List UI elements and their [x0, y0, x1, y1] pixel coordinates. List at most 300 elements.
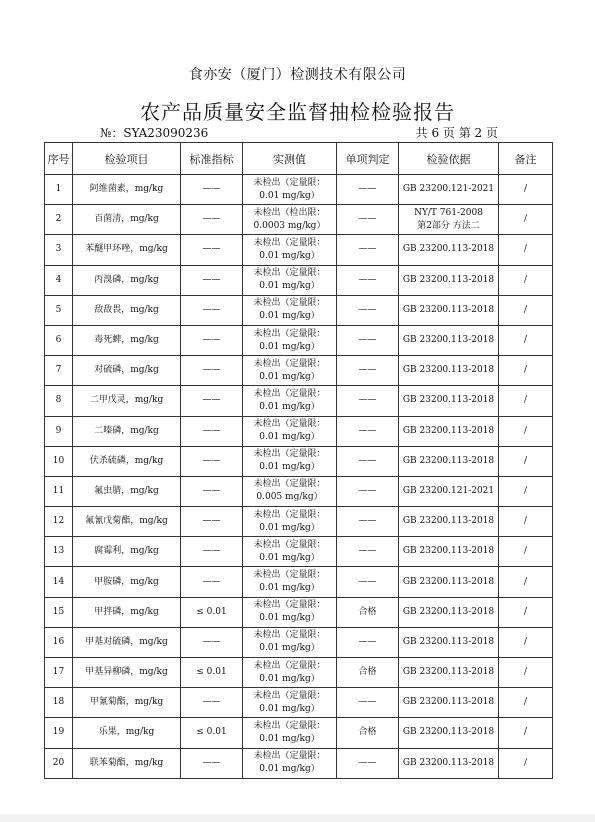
table-row: [45, 265, 553, 295]
remark: [499, 718, 553, 748]
standard-value-text: ≤ 0.01: [196, 606, 227, 617]
standard-value: [181, 567, 243, 597]
standard-value: [181, 416, 243, 446]
inspection-item: [73, 537, 181, 567]
table-header-row: [45, 143, 553, 175]
inspection-item: [73, 748, 181, 778]
test-basis: [399, 476, 499, 506]
inspection-item-text: 甲氰菊酯，mg/kg: [89, 697, 164, 708]
measured-value-text: 0.01 mg/kg）: [259, 371, 320, 382]
standard-value: [181, 265, 243, 295]
row-number-text: 19: [52, 727, 65, 738]
test-basis-text: GB 23200.121-2021: [402, 485, 495, 496]
remark-text: /: [523, 757, 528, 768]
test-basis: [399, 416, 499, 446]
report-number: №：SYA23090236: [100, 126, 209, 140]
standard-value: [181, 295, 243, 325]
table-row: [45, 748, 553, 778]
test-basis-text: GB 23200.113-2018: [402, 636, 495, 647]
table-row: [45, 386, 553, 416]
inspection-table: [44, 142, 553, 779]
test-basis-text: GB 23200.113-2018: [402, 516, 495, 527]
measured-value-text: 未检出（定量限：: [253, 358, 326, 369]
verdict: [337, 175, 399, 205]
standard-value-text: ——: [202, 304, 221, 315]
table-row: [45, 507, 553, 537]
remark: [499, 235, 553, 265]
remark-text: /: [523, 244, 528, 255]
row-number: [45, 537, 73, 567]
row-number: [45, 205, 73, 235]
measured-value: [243, 265, 337, 295]
measured-value-text: 0.01 mg/kg）: [259, 311, 320, 322]
remark-text: /: [523, 304, 528, 315]
measured-value: [243, 416, 337, 446]
verdict: [337, 265, 399, 295]
measured-value-text: 未检出（定量限：: [253, 570, 326, 581]
row-number-text: 10: [52, 455, 65, 466]
standard-value: [181, 748, 243, 778]
row-number-text: 7: [55, 365, 62, 376]
row-number-text: 5: [55, 304, 62, 315]
inspection-item: [73, 627, 181, 657]
row-number-text: 11: [52, 485, 65, 496]
remark: [499, 627, 553, 657]
row-number: [45, 416, 73, 446]
header-item: 检验项目: [73, 143, 181, 175]
measured-value-text: 未检出（定量限：: [253, 479, 326, 490]
verdict: [337, 386, 399, 416]
remark-text: /: [523, 636, 528, 647]
verdict-text: ——: [358, 636, 377, 647]
test-basis: [399, 205, 499, 235]
test-basis-text: GB 23200.113-2018: [402, 274, 495, 285]
row-number: [45, 295, 73, 325]
inspection-item: [73, 597, 181, 627]
verdict: [337, 718, 399, 748]
inspection-item: [73, 265, 181, 295]
inspection-item-text: 对硫磷，mg/kg: [94, 365, 159, 376]
row-number: [45, 718, 73, 748]
verdict: [337, 688, 399, 718]
verdict-text: ——: [358, 244, 377, 255]
row-number: [45, 175, 73, 205]
measured-value-text: 未检出（定量限：: [253, 690, 326, 701]
standard-value: [181, 235, 243, 265]
verdict: [337, 476, 399, 506]
inspection-item: [73, 175, 181, 205]
standard-value-text: ——: [202, 757, 221, 768]
test-basis: [399, 748, 499, 778]
standard-value: [181, 627, 243, 657]
page-bottom-edge: [0, 814, 595, 822]
measured-value: [243, 295, 337, 325]
test-basis: [399, 235, 499, 265]
remark-text: /: [523, 546, 528, 557]
inspection-item: [73, 295, 181, 325]
verdict-text: ——: [358, 485, 377, 496]
measured-value-text: 未检出（定量限：: [253, 539, 326, 550]
test-basis: [399, 175, 499, 205]
inspection-item: [73, 476, 181, 506]
row-number-text: 4: [55, 274, 62, 285]
measured-value-text: 未检出（定量限：: [253, 328, 326, 339]
standard-value-text: ——: [202, 636, 221, 647]
remark: [499, 446, 553, 476]
remark-text: /: [523, 727, 528, 738]
standard-value-text: ——: [202, 184, 221, 195]
measured-value-text: 未检出（定量限：: [253, 600, 326, 611]
measured-value-text: 未检出（定量限：: [253, 751, 326, 762]
table-row: [45, 356, 553, 386]
standard-value: [181, 718, 243, 748]
standard-value-text: ——: [202, 335, 221, 346]
remark: [499, 748, 553, 778]
verdict-text: ——: [358, 184, 377, 195]
measured-value-text: 0.01 mg/kg）: [259, 733, 320, 744]
verdict: [337, 567, 399, 597]
measured-value: [243, 567, 337, 597]
test-basis-text: GB 23200.113-2018: [402, 244, 495, 255]
measured-value-text: 0.01 mg/kg）: [259, 703, 320, 714]
standard-value: [181, 205, 243, 235]
remark: [499, 537, 553, 567]
test-basis: [399, 265, 499, 295]
measured-value-text: 0.01 mg/kg）: [259, 281, 320, 292]
company-name: 食亦安（厦门）检测技术有限公司: [188, 67, 407, 83]
standard-value-text: ——: [202, 697, 221, 708]
row-number: [45, 567, 73, 597]
remark-text: /: [523, 606, 528, 617]
measured-value: [243, 597, 337, 627]
standard-value-text: ≤ 0.01: [196, 667, 227, 678]
standard-value-text: ——: [202, 485, 221, 496]
test-basis: [399, 627, 499, 657]
remark-text: /: [523, 425, 528, 436]
inspection-item-text: 阿维菌素，mg/kg: [89, 184, 164, 195]
table-row: [45, 537, 553, 567]
inspection-item-text: 乐果，mg/kg: [98, 727, 155, 738]
inspection-item: [73, 205, 181, 235]
row-number-text: 3: [55, 244, 62, 255]
inspection-item-text: 联苯菊酯，mg/kg: [89, 757, 164, 768]
header-verdict: 单项判定: [337, 143, 399, 175]
test-basis-text: NY/T 761-2008: [414, 207, 483, 218]
page-info: 共 6 页 第 2 页: [415, 126, 498, 140]
measured-value-text: 未检出（定量限：: [253, 449, 326, 460]
remark: [499, 295, 553, 325]
remark-text: /: [523, 485, 528, 496]
row-number: [45, 386, 73, 416]
measured-value-text: 0.01 mg/kg）: [259, 432, 320, 443]
measured-value-text: 未检出（定量限：: [253, 509, 326, 520]
measured-value-text: 未检出（定量限：: [253, 298, 326, 309]
remark: [499, 325, 553, 355]
measured-value-text: 0.0003 mg/kg）: [253, 220, 326, 231]
measured-value-text: 0.01 mg/kg）: [259, 522, 320, 533]
header-basis: 检验依据: [399, 143, 499, 175]
header-remark: 备注: [499, 143, 553, 175]
measured-value-text: 未检出（定量限：: [253, 388, 326, 399]
verdict-text: ——: [358, 757, 377, 768]
verdict: [337, 627, 399, 657]
verdict-text: ——: [358, 395, 377, 406]
test-basis: [399, 446, 499, 476]
row-number-text: 2: [55, 214, 62, 225]
row-number-text: 6: [55, 335, 62, 346]
measured-value-text: 未检出（检出限：: [253, 207, 326, 218]
inspection-item-text: 伏杀硫磷，mg/kg: [89, 455, 164, 466]
measured-value: [243, 688, 337, 718]
test-basis: [399, 295, 499, 325]
inspection-item: [73, 416, 181, 446]
table-row: [45, 658, 553, 688]
table-row: [45, 175, 553, 205]
measured-value: [243, 325, 337, 355]
verdict-text: ——: [358, 365, 377, 376]
measured-value: [243, 537, 337, 567]
measured-value-text: 0.01 mg/kg）: [259, 341, 320, 352]
row-number: [45, 688, 73, 718]
inspection-item: [73, 235, 181, 265]
test-basis-text: GB 23200.113-2018: [402, 546, 495, 557]
measured-value-text: 未检出（定量限：: [253, 419, 326, 430]
table-row: [45, 205, 553, 235]
test-basis-text: GB 23200.113-2018: [402, 425, 495, 436]
table-row: [45, 325, 553, 355]
standard-value-text: ——: [202, 214, 221, 225]
inspection-item: [73, 718, 181, 748]
test-basis: [399, 718, 499, 748]
row-number: [45, 476, 73, 506]
remark: [499, 205, 553, 235]
test-basis-text: GB 23200.113-2018: [402, 455, 495, 466]
remark: [499, 386, 553, 416]
inspection-item-text: 甲基对硫磷，mg/kg: [85, 636, 168, 647]
report-title: 农产品质量安全监督抽检检验报告: [140, 100, 455, 124]
standard-value-text: ——: [202, 395, 221, 406]
header-standard: 标准指标: [181, 143, 243, 175]
table-row: [45, 688, 553, 718]
row-number-text: 1: [55, 184, 62, 195]
remark: [499, 567, 553, 597]
remark: [499, 265, 553, 295]
inspection-item: [73, 446, 181, 476]
standard-value-text: ——: [202, 425, 221, 436]
inspection-item-text: 百菌清，mg/kg: [94, 214, 159, 225]
row-number: [45, 748, 73, 778]
measured-value-text: 0.01 mg/kg）: [259, 673, 320, 684]
verdict-text: ——: [358, 455, 377, 466]
verdict-text: ——: [358, 546, 377, 557]
measured-value-text: 0.01 mg/kg）: [259, 190, 320, 201]
inspection-item-text: 苯醚甲环唑，mg/kg: [85, 244, 168, 255]
verdict-text: ——: [358, 335, 377, 346]
remark-text: /: [523, 214, 528, 225]
standard-value: [181, 688, 243, 718]
standard-value: [181, 446, 243, 476]
standard-value: [181, 507, 243, 537]
row-number-text: 18: [52, 697, 65, 708]
test-basis: [399, 325, 499, 355]
test-basis: [399, 597, 499, 627]
measured-value: [243, 205, 337, 235]
measured-value: [243, 507, 337, 537]
standard-value-text: ≤ 0.01: [196, 727, 227, 738]
remark-text: /: [523, 395, 528, 406]
table-body: [45, 175, 553, 779]
measured-value-text: 0.01 mg/kg）: [259, 552, 320, 563]
test-basis-text: GB 23200.113-2018: [402, 395, 495, 406]
remark: [499, 597, 553, 627]
inspection-item-text: 二嗪磷，mg/kg: [94, 425, 159, 436]
test-basis-text: GB 23200.113-2018: [402, 757, 495, 768]
verdict: [337, 235, 399, 265]
table-row: [45, 567, 553, 597]
row-number: [45, 597, 73, 627]
remark: [499, 175, 553, 205]
test-basis: [399, 537, 499, 567]
test-basis: [399, 356, 499, 386]
standard-value-text: ——: [202, 576, 221, 587]
header-no: 序号: [45, 143, 73, 175]
row-number-text: 9: [55, 425, 62, 436]
row-number: [45, 446, 73, 476]
remark: [499, 476, 553, 506]
verdict-text: ——: [358, 425, 377, 436]
verdict: [337, 658, 399, 688]
test-basis-text: GB 23200.113-2018: [402, 365, 495, 376]
standard-value: [181, 537, 243, 567]
table-row: [45, 597, 553, 627]
inspection-item-text: 甲拌磷，mg/kg: [94, 606, 159, 617]
verdict: [337, 295, 399, 325]
test-basis-text: GB 23200.113-2018: [402, 697, 495, 708]
verdict-text: ——: [358, 304, 377, 315]
inspection-item: [73, 325, 181, 355]
row-number-text: 12: [52, 516, 65, 527]
inspection-item-text: 丙溴磷，mg/kg: [94, 274, 159, 285]
standard-value-text: ——: [202, 365, 221, 376]
inspection-item-text: 毒死蜱，mg/kg: [94, 335, 159, 346]
standard-value-text: ——: [202, 455, 221, 466]
verdict-text: 合格: [358, 667, 377, 678]
row-number-text: 14: [52, 576, 65, 587]
remark-text: /: [523, 335, 528, 346]
standard-value: [181, 476, 243, 506]
measured-value: [243, 476, 337, 506]
verdict: [337, 356, 399, 386]
measured-value: [243, 175, 337, 205]
verdict: [337, 325, 399, 355]
remark-text: /: [523, 274, 528, 285]
measured-value-text: 未检出（定量限：: [253, 177, 326, 188]
measured-value: [243, 446, 337, 476]
remark: [499, 688, 553, 718]
test-basis-text: GB 23200.113-2018: [402, 576, 495, 587]
verdict-text: 合格: [358, 606, 377, 617]
measured-value-text: 0.01 mg/kg）: [259, 401, 320, 412]
row-number-text: 17: [52, 667, 65, 678]
verdict-text: ——: [358, 697, 377, 708]
standard-value: [181, 325, 243, 355]
test-basis-text: GB 23200.113-2018: [402, 727, 495, 738]
standard-value: [181, 356, 243, 386]
measured-value: [243, 658, 337, 688]
inspection-item: [73, 688, 181, 718]
inspection-item: [73, 658, 181, 688]
measured-value: [243, 718, 337, 748]
table-row: [45, 718, 553, 748]
verdict: [337, 205, 399, 235]
row-number: [45, 265, 73, 295]
standard-value-text: ——: [202, 244, 221, 255]
inspection-item-text: 敌敌畏，mg/kg: [94, 304, 159, 315]
test-basis-text: 第2部分 方法二: [417, 220, 480, 231]
standard-value: [181, 386, 243, 416]
row-number-text: 8: [55, 395, 62, 406]
inspection-item: [73, 567, 181, 597]
standard-value: [181, 658, 243, 688]
measured-value-text: 未检出（定量限：: [253, 268, 326, 279]
table-row: [45, 476, 553, 506]
remark: [499, 507, 553, 537]
report-meta: [44, 124, 498, 141]
measured-value: [243, 235, 337, 265]
verdict-text: 合格: [358, 727, 377, 738]
standard-value: [181, 597, 243, 627]
remark-text: /: [523, 455, 528, 466]
test-basis: [399, 658, 499, 688]
remark: [499, 416, 553, 446]
inspection-item: [73, 356, 181, 386]
measured-value-text: 未检出（定量限：: [253, 720, 326, 731]
remark: [499, 356, 553, 386]
remark-text: /: [523, 184, 528, 195]
measured-value-text: 0.005 mg/kg）: [256, 492, 323, 503]
measured-value-text: 0.01 mg/kg）: [259, 764, 320, 775]
measured-value-text: 0.01 mg/kg）: [259, 613, 320, 624]
verdict: [337, 446, 399, 476]
test-basis-text: GB 23200.121-2021: [402, 184, 495, 195]
row-number-text: 16: [52, 636, 65, 647]
measured-value: [243, 386, 337, 416]
test-basis: [399, 386, 499, 416]
test-basis: [399, 688, 499, 718]
verdict-text: ——: [358, 576, 377, 587]
measured-value-text: 0.01 mg/kg）: [259, 250, 320, 261]
inspection-item-text: 氟虫腈，mg/kg: [94, 485, 159, 496]
remark-text: /: [523, 365, 528, 376]
row-number: [45, 658, 73, 688]
measured-value-text: 0.01 mg/kg）: [259, 462, 320, 473]
verdict-text: ——: [358, 274, 377, 285]
verdict: [337, 537, 399, 567]
inspection-item: [73, 386, 181, 416]
standard-value-text: ——: [202, 274, 221, 285]
remark-text: /: [523, 697, 528, 708]
inspection-item-text: 甲基异柳磷，mg/kg: [85, 667, 168, 678]
test-basis-text: GB 23200.113-2018: [402, 667, 495, 678]
standard-value: [181, 175, 243, 205]
remark-text: /: [523, 516, 528, 527]
row-number: [45, 627, 73, 657]
inspection-item: [73, 507, 181, 537]
remark-text: /: [523, 576, 528, 587]
test-basis: [399, 567, 499, 597]
test-basis: [399, 507, 499, 537]
verdict: [337, 597, 399, 627]
